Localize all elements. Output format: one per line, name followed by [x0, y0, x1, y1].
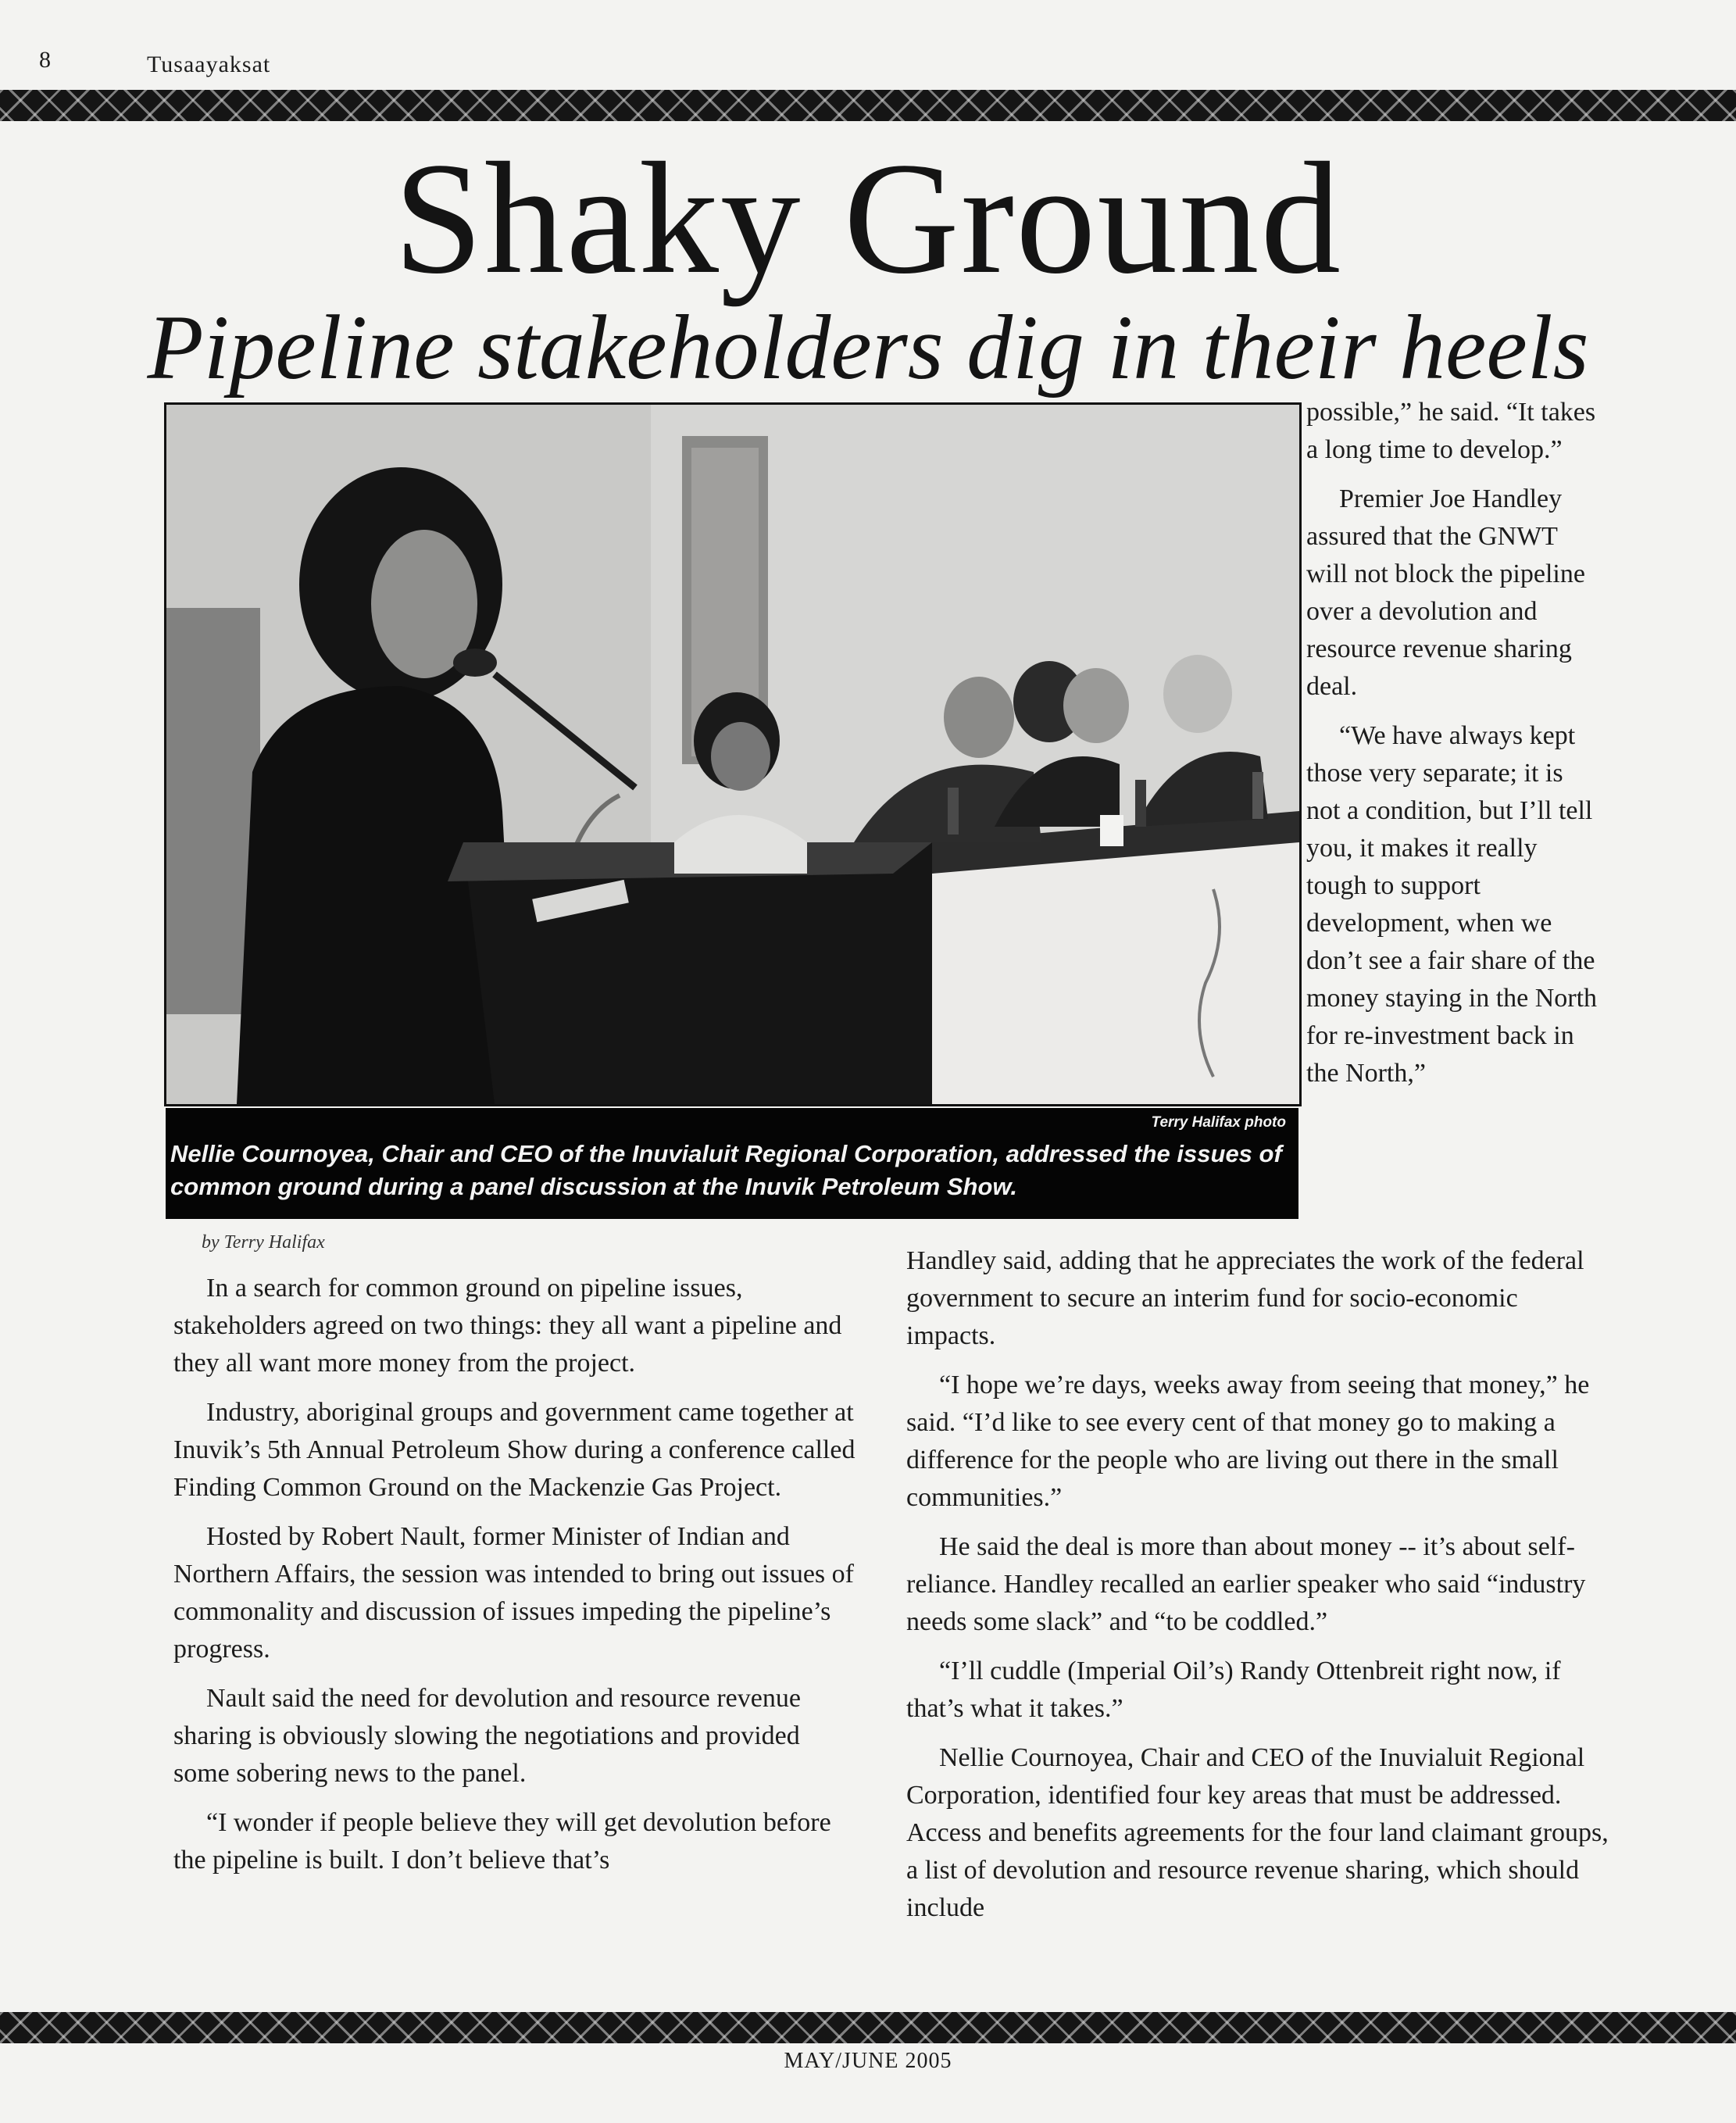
paragraph: Nellie Cournoyea, Chair and CEO of the Inuvialuit Regional Corporation, identified four key areas that must be addressed. Access and benefits agreements for the four land claimant groups, a list of devolution and resource revenue sharing, which should include [906, 1743, 1609, 1922]
paragraph: Hosted by Robert Nault, former Minister of Indian and Northern Affairs, the session was intended to bring out issues of commonality and discussion of issues impeding the pipeline’s progress. [173, 1522, 854, 1664]
page-number: 8 [39, 47, 51, 73]
paragraph: “We have always kept those very separate; it is not a condition, but I’ll tell you, it makes it really tough to support development, when we don’t see a fair share of the money staying in the North for re-investment back in the North,” [1306, 721, 1598, 1088]
article-photo [164, 402, 1302, 1106]
paragraph: “I wonder if people believe they will get devolution before the pipeline is built. I don’t believe that’s [173, 1808, 831, 1875]
paragraph: Handley said, adding that he appreciates the work of the federal government to secure an interim fund for socio-economic impacts. [906, 1246, 1584, 1350]
paragraph: Nault said the need for devolution and resource revenue sharing is obviously slowing the negotiations and provided some sobering news to the panel. [173, 1684, 801, 1788]
article-left-column [173, 1270, 861, 1891]
article-right-column-top [1306, 394, 1603, 1104]
decorative-band-top [0, 90, 1736, 121]
publication-name: Tusaayaksat [147, 52, 271, 77]
article-right-column-bottom [906, 1242, 1609, 1939]
photo-caption: Nellie Cournoyea, Chair and CEO of the Inuvialuit Regional Corporation, addressed the issues of common ground during a panel discussion at the Inuvik Petroleum Show. [170, 1140, 1282, 1200]
photo-caption-box [166, 1108, 1298, 1219]
headline-subtitle: Pipeline stakeholders dig in their heels [147, 296, 1589, 399]
decorative-band-bottom [0, 2012, 1736, 2043]
paragraph: Premier Joe Handley assured that the GNWT will not block the pipeline over a devolution and resource revenue sharing deal. [1306, 484, 1585, 701]
conference-photo-illustration [166, 405, 1299, 1104]
paragraph: “I hope we’re days, weeks away from seeing that money,” he said. “I’d like to see every cent of that money go to making a difference for the people who are living out there in the small communities.” [906, 1371, 1590, 1512]
paragraph: He said the deal is more than about money -- it’s about self-reliance. Handley recalled an earlier speaker who said “industry needs some slack” and “to be coddled.” [906, 1532, 1586, 1636]
byline: by Terry Halifax [202, 1232, 325, 1253]
photo-credit: Terry Halifax photo [1151, 1114, 1286, 1131]
issue-footer: MAY/JUNE 2005 [784, 2049, 952, 2073]
paragraph: possible,” he said. “It takes a long time to develop.” [1306, 398, 1596, 464]
paragraph: Industry, aboriginal groups and government came together at Inuvik’s 5th Annual Petroleum Show during a conference called Finding Common Ground on the Mackenzie Gas Project. [173, 1398, 855, 1502]
paragraph: In a search for common ground on pipeline issues, stakeholders agreed on two things: they all want a pipeline and they all want more money from the project. [173, 1274, 842, 1378]
paragraph: “I’ll cuddle (Imperial Oil’s) Randy Ottenbreit right now, if that’s what it takes.” [906, 1657, 1561, 1723]
headline-title: Shaky Ground [393, 130, 1343, 307]
